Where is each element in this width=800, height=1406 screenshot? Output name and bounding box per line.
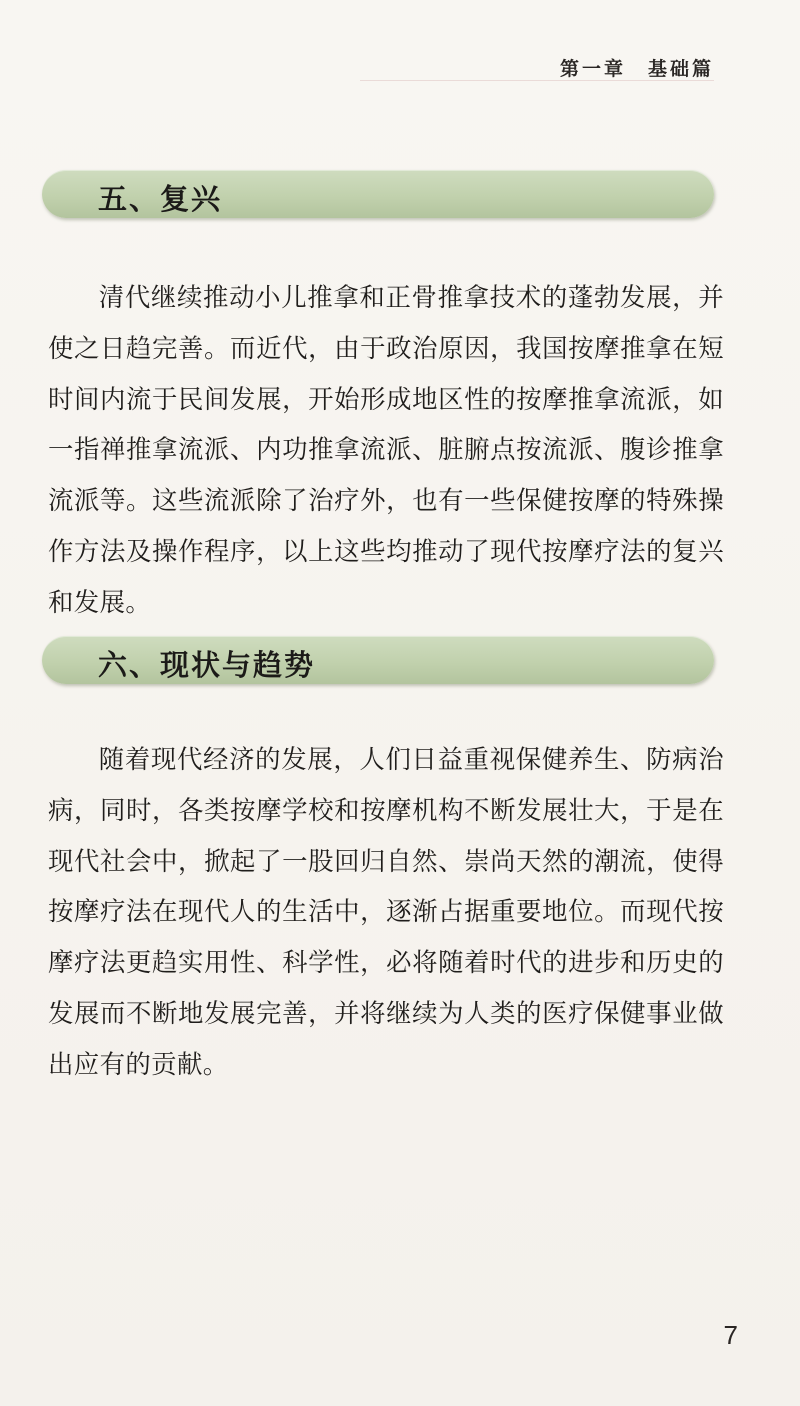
section-title: 六、现状与趋势 xyxy=(98,648,316,682)
section-paragraph: 清代继续推动小儿推拿和正骨推拿技术的蓬勃发展，并使之日趋完善。而近代，由于政治原因，我国按摩推拿在短时间内流于民间发展，开始形成地区性的按摩推拿流派，如一指禅推拿流派、内功推拿流派、脏腑点按流派、腹诊推拿流派等。这些流派除了治疗外，也有一些保健按摩的特殊操作方法及操作程序，以上这些均推动了现代按摩疗法的复兴和发展。 xyxy=(48,282,724,617)
running-head: 第一章 基础篇 xyxy=(559,58,714,80)
section-heading-bar xyxy=(42,170,714,218)
page-number: 7 xyxy=(723,1320,738,1350)
section-paragraph: 随着现代经济的发展，人们日益重视保健养生、防病治病，同时，各类按摩学校和按摩机构不断发展壮大，于是在现代社会中，掀起了一股回归自然、崇尚天然的潮流，使得按摩疗法在现代人的生活中，逐渐占据重要地位。而现代按摩疗法更趋实用性、科学性，必将随着时代的进步和历史的发展而不断地发展完善，并将继续为人类的医疗保健事业做出应有的贡献。 xyxy=(48,744,724,1079)
section-title: 五、复兴 xyxy=(98,182,223,216)
section-heading-bar xyxy=(42,636,714,684)
